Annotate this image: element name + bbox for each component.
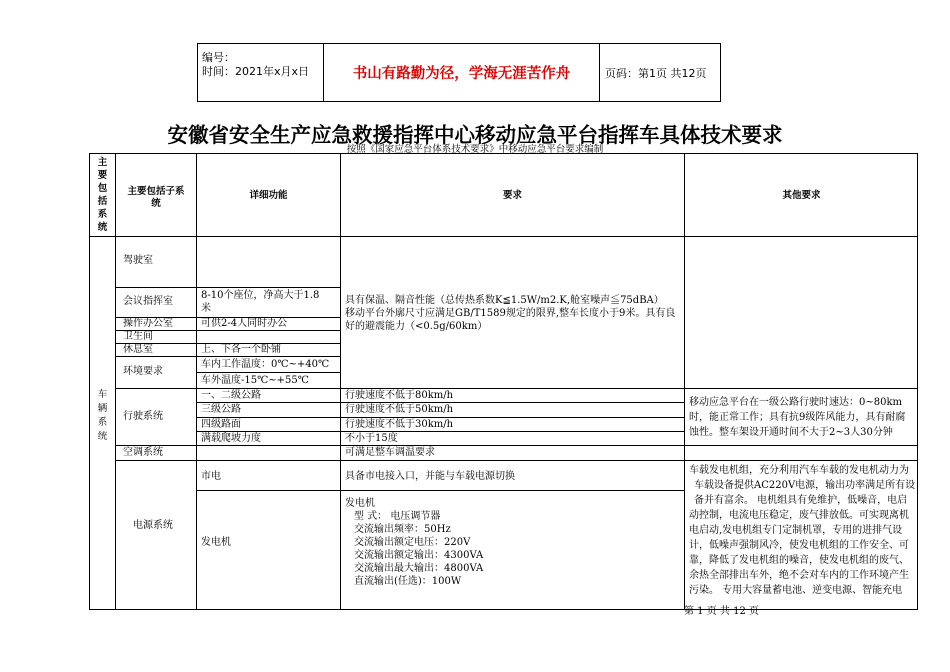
req-gen-3: 交流输出额定电压：220V: [354, 537, 471, 548]
req-gen-4: 交流输出额定输出：4300VA: [354, 550, 484, 561]
document-title: 安徽省安全生产应急救援指挥中心移动应急平台指挥车具体技术要求: [167, 123, 783, 147]
vehicle-system-label: 车 辆 系 统: [97, 389, 108, 442]
detail-gen: 发电机: [201, 537, 231, 548]
req-speed1: 行驶速度不低于80km/h: [345, 390, 454, 401]
motto: 书山有路勤为径，学海无涯苦作舟: [324, 44, 600, 101]
spec-table: [89, 153, 918, 610]
other-power-5: 电启动,发电机组专门定制机罩，专用的进排气设: [689, 525, 903, 536]
col-other-header: 其他要求: [782, 190, 821, 201]
detail-meeting-1: 8-10个座位，净高大于1.8: [201, 290, 320, 301]
row-drive: 行驶系统: [123, 411, 163, 422]
other-power-3: 备并有富余。 电机组具有免维护，低噪音，电启: [694, 495, 908, 506]
detail-rest: 上、下各一个卧铺: [201, 344, 281, 355]
page-footer: 第 1 页 共 12 页: [684, 606, 759, 617]
row-meeting: 会议指挥室: [123, 296, 173, 307]
req-speed4: 行驶速度不低于30km/h: [345, 419, 454, 430]
req-gen-1: 型 式： 电压调节器: [354, 511, 441, 522]
number-label: 编号：: [202, 51, 235, 64]
row-toilet: 卫生间: [123, 331, 153, 342]
req-gen-0: 发电机: [345, 498, 375, 509]
detail-meeting-2: 米: [201, 303, 211, 314]
other-power-7: 靠，降低了发电机组的噪音，使发电机组的废气、: [689, 555, 909, 566]
detail-road1: 一、二级公路: [201, 390, 261, 401]
detail-mains: 市电: [201, 471, 221, 482]
document-subtitle: 按照《国家应急平台体系技术要求》中移动应急平台要求编制: [346, 144, 604, 155]
other-power-9: 污染。 专用大容量蓄电池、逆变电源、智能充电: [689, 585, 903, 596]
row-power: 电源系统: [133, 520, 173, 531]
detail-climb: 满载爬坡力度: [201, 433, 261, 444]
req-body-3: 好的避震能力（<0.5g/60km）: [345, 321, 488, 332]
col-detail-header: 详细功能: [249, 190, 288, 201]
row-office: 操作办公室: [123, 318, 173, 329]
req-body-2: 移动平台外廓尺寸应满足GB/T1589规定的限界,整车长度小于9米。具有良: [345, 308, 676, 319]
col-req-header: 要求: [502, 190, 522, 201]
detail-road4: 四级路面: [201, 419, 241, 430]
col-main-header: 主 要 包 括 系 统: [97, 157, 108, 233]
row-cab: 驾驶室: [123, 255, 153, 266]
req-gen-6: 直流输出(任选)：100W: [354, 576, 462, 587]
time-label: 时间：2021年x月x日: [202, 65, 310, 78]
detail-env-out: 车外温度-15℃~+55℃: [201, 375, 309, 386]
req-mains: 具备市电接入口，并能与车载电源切换: [345, 471, 515, 482]
req-speed3: 行驶速度不低于50km/h: [345, 404, 454, 415]
other-drive-2: 时，能正常工作；具有抗9级阵风能力，具有耐腐: [689, 412, 906, 423]
col-sub-header: 主要包括子系 统: [127, 186, 185, 209]
other-power-4: 动控制，电流电压稳定，废气排放低。可实现离机: [689, 510, 909, 521]
document-header: [197, 43, 721, 102]
row-env: 环境要求: [123, 366, 163, 377]
row-rest: 休息室: [123, 344, 153, 355]
page-label: 页码：第1页 共12页: [605, 66, 707, 80]
other-power-8: 余热全部排出车外，绝不会对车内的工作环境产生: [689, 570, 909, 581]
other-drive-3: 蚀性。整车架设开通时间不大于2~3人30分钟: [689, 427, 893, 438]
detail-road3: 三级公路: [201, 404, 241, 415]
header-meta: [198, 44, 324, 101]
req-body-1: 具有保温、隔音性能（总传热系数K≦1.5W/m2.K,舱室噪声≦75dBA）: [345, 295, 664, 306]
other-power-2: 车载设备提供AC220V电源，输出功率满足所有设: [694, 480, 916, 491]
req-gen-2: 交流输出频率：50Hz: [354, 524, 451, 535]
req-gen-5: 交流输出最大输出：4800VA: [354, 563, 484, 574]
detail-office: 可供2-4人同时办公: [201, 318, 288, 329]
detail-env-in: 车内工作温度：0℃~+40℃: [201, 359, 330, 370]
row-ac: 空调系统: [123, 447, 163, 458]
req-climb: 不小于15度: [345, 433, 398, 444]
other-power-1: 车载发电机组，充分利用汽车车载的发电机动力为: [689, 465, 909, 476]
other-power-6: 计，低噪声强制风冷，使发电机组的工作安全、可: [689, 540, 909, 551]
req-ac: 可满足整车调温要求: [345, 447, 435, 458]
other-drive-1: 移动应急平台在一级公路行驶时速达：0~80km: [689, 397, 903, 408]
